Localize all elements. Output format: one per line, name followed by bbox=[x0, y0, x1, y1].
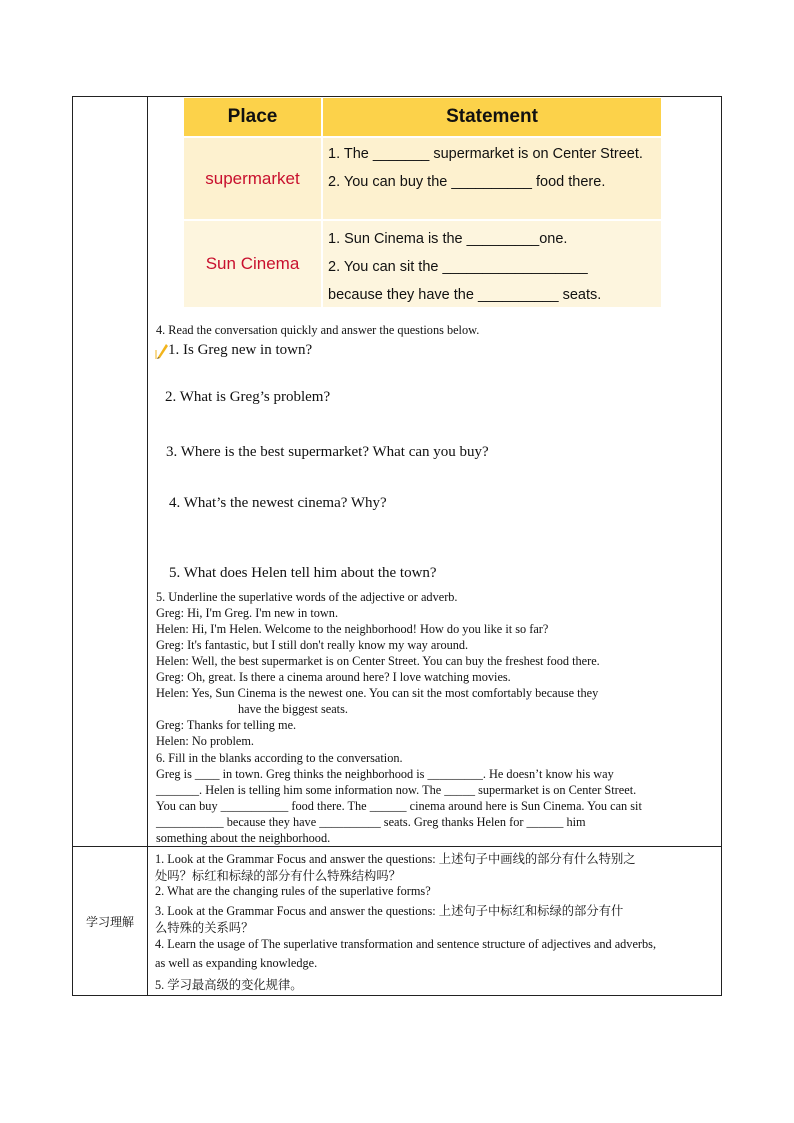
statement-line: 2. You can sit the __________________ bbox=[328, 259, 588, 275]
task4-question: 3. Where is the best supermarket? What can you buy? bbox=[166, 444, 489, 460]
place-supermarket: supermarket bbox=[184, 138, 321, 219]
understanding-item: 2. What are the changing rules of the superlative forms? bbox=[155, 884, 431, 898]
understanding-item: 么特殊的关系吗？ bbox=[155, 921, 254, 935]
task4-instruction: 4. Read the conversation quickly and answer the questions below. bbox=[156, 323, 480, 337]
row-divider bbox=[72, 846, 722, 847]
understanding-item: 处吗？标红和标绿的部分有什么特殊结构吗？ bbox=[155, 869, 401, 883]
column-divider bbox=[147, 96, 148, 996]
understanding-item: 1. Look at the Grammar Focus and answer the questions: 上述句子中画线的部分有什么特别之 bbox=[155, 852, 636, 866]
statement-supermarket bbox=[323, 138, 661, 219]
task5-instruction: 5. Underline the superlative words of the adjective or adverb. bbox=[156, 590, 458, 604]
section-label-understanding: 学习理解 bbox=[85, 914, 134, 929]
statement-line: because they have the __________ seats. bbox=[328, 287, 602, 303]
fill-blank-line: _______. Helen is telling him some information now. The _____ supermarket is on Center Street. bbox=[156, 783, 637, 797]
understanding-item: 3. Look at the Grammar Focus and answer the questions: 上述句子中标红和标绿的部分有什 bbox=[155, 904, 624, 918]
dialogue-line: Greg: Thanks for telling me. bbox=[156, 718, 297, 732]
statement-line: 2. You can buy the __________ food there. bbox=[328, 174, 606, 190]
statement-table bbox=[184, 98, 661, 307]
dialogue-line: Greg: It's fantastic, but I still don't really know my way around. bbox=[156, 638, 469, 652]
dialogue-line: Helen: Hi, I'm Helen. Welcome to the neighborhood! How do you like it so far? bbox=[156, 622, 549, 636]
fill-blank-line: Greg is ____ in town. Greg thinks the neighborhood is _________. He doesn’t know his way bbox=[156, 767, 614, 781]
task6-instruction: 6. Fill in the blanks according to the conversation. bbox=[156, 751, 403, 765]
dialogue-line: Helen: Well, the best supermarket is on Center Street. You can buy the freshest food there. bbox=[156, 654, 600, 668]
statement-line: 1. The _______ supermarket is on Center Street. bbox=[328, 146, 643, 162]
header-place: Place bbox=[184, 98, 321, 136]
task4-question: 2. What is Greg’s problem? bbox=[165, 389, 331, 405]
fill-blank-line: something about the neighborhood. bbox=[156, 831, 331, 845]
task4-question: 4. What’s the newest cinema? Why? bbox=[169, 495, 387, 511]
understanding-item: 5. 学习最高级的变化规律。 bbox=[155, 978, 303, 992]
understanding-item: 4. Learn the usage of The superlative transformation and sentence structure of adjectives and adverbs, bbox=[155, 937, 657, 951]
fill-blank-line: ___________ because they have __________ seats. Greg thanks Helen for ______ him bbox=[156, 815, 586, 829]
understanding-item: as well as expanding knowledge. bbox=[155, 956, 318, 970]
dialogue-line: Greg: Oh, great. Is there a cinema around here? I love watching movies. bbox=[156, 670, 511, 684]
dialogue-line: Greg: Hi, I'm Greg. I'm new in town. bbox=[156, 606, 339, 620]
place-sun-cinema: Sun Cinema bbox=[184, 221, 321, 307]
pencil-icon bbox=[155, 340, 169, 360]
dialogue-line: Helen: Yes, Sun Cinema is the newest one. You can sit the most comfortably because they bbox=[156, 686, 599, 700]
task4-question: 5. What does Helen tell him about the town? bbox=[169, 565, 437, 581]
fill-blank-line: You can buy ___________ food there. The ______ cinema around here is Sun Cinema. You can sit bbox=[156, 799, 642, 813]
statement-sun-cinema bbox=[323, 221, 661, 307]
statement-line: 1. Sun Cinema is the _________one. bbox=[328, 231, 568, 247]
header-statement: Statement bbox=[323, 98, 661, 136]
dialogue-line: have the biggest seats. bbox=[238, 702, 348, 716]
dialogue-line: Helen: No problem. bbox=[156, 734, 255, 748]
task4-question: 1. Is Greg new in town? bbox=[168, 342, 313, 358]
